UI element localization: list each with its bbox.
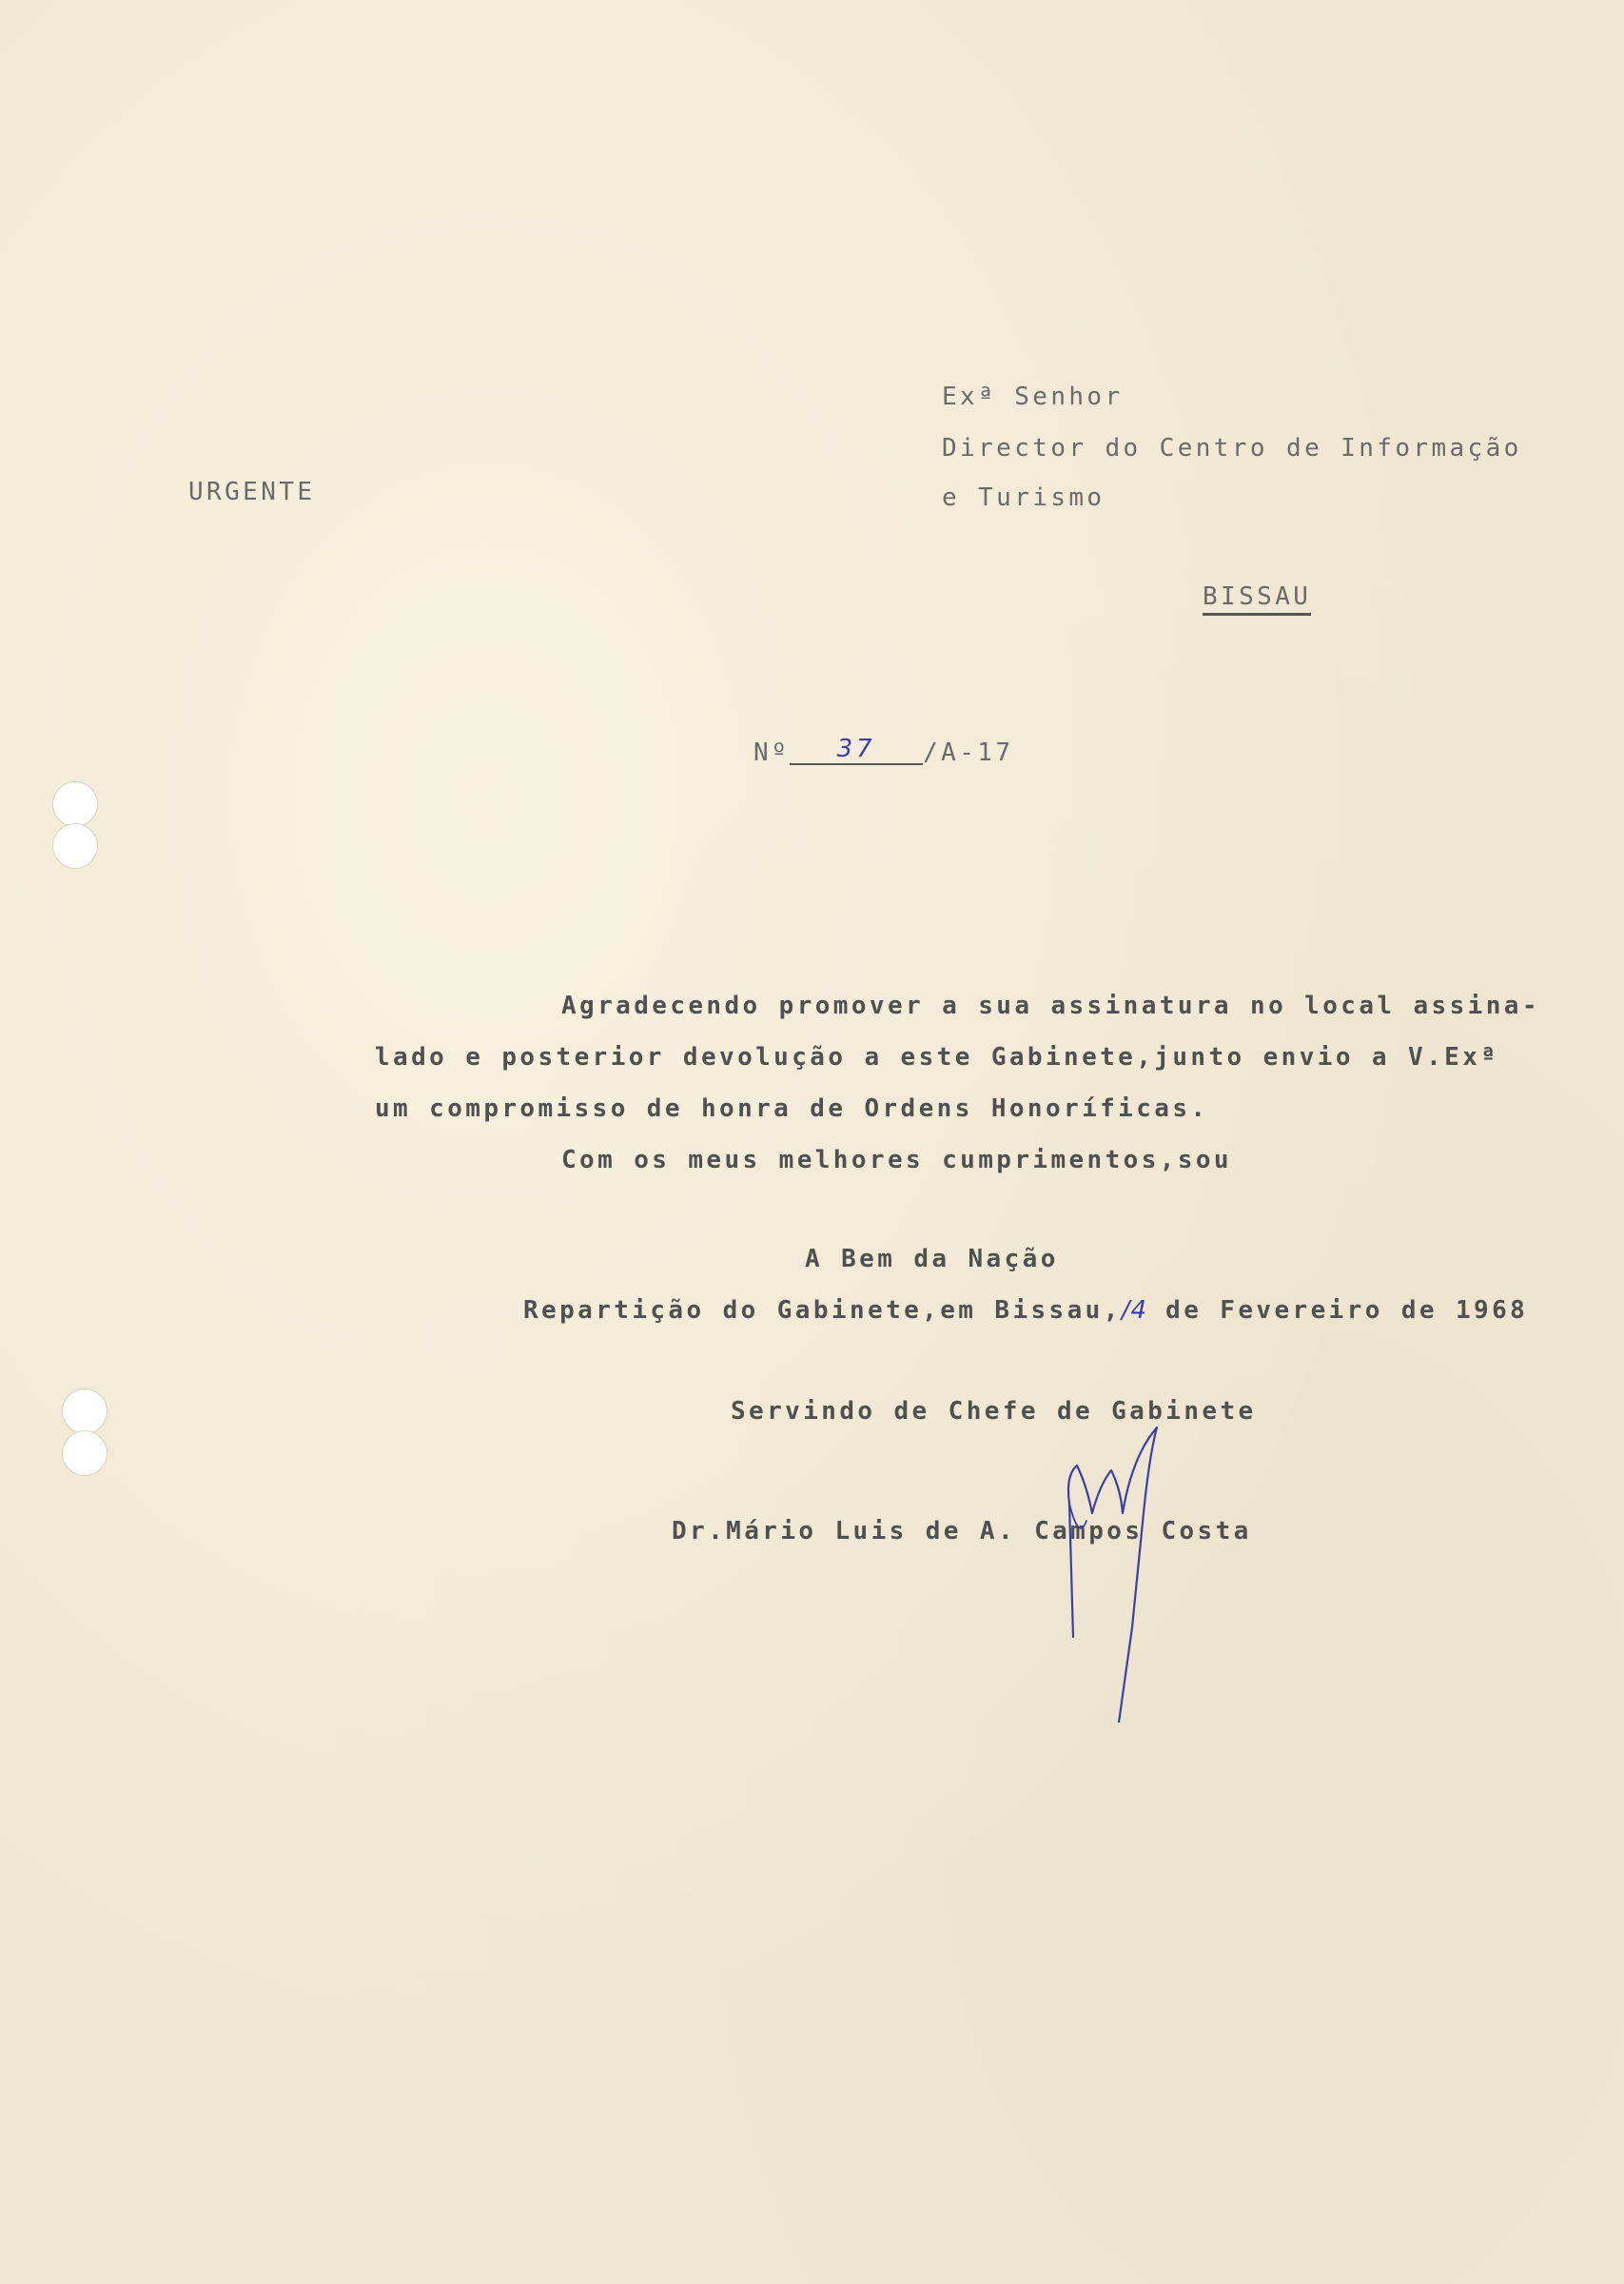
addressee-title: Director do Centro de Informação — [942, 434, 1522, 463]
urgency-label: URGENTE — [188, 478, 316, 506]
addressee-title-cont: e Turismo — [942, 483, 1105, 512]
body-line-3: um compromisso de honra de Ordens Honoríficas. — [375, 1094, 1209, 1123]
handwritten-signature — [1037, 1399, 1208, 1723]
addressee-salutation: Exª Senhor — [942, 383, 1124, 411]
punch-hole — [63, 1389, 107, 1433]
body-line-1: Agradecendo promover a sua assinatura no local assina- — [561, 992, 1540, 1020]
signatory-role: Servindo de Chefe de Gabinete — [731, 1397, 1257, 1426]
body-line-4: Com os meus melhores cumprimentos,sou — [561, 1146, 1232, 1174]
reference-number — [753, 735, 1014, 769]
handwritten-day: /4 — [1121, 1296, 1148, 1325]
punch-hole — [63, 1431, 107, 1475]
body-line-2: lado e posterior devolução a este Gabinete,junto envio a V.Exª — [375, 1043, 1499, 1072]
punch-hole — [53, 782, 97, 826]
closing-date: de Fevereiro de 1968 — [1165, 1296, 1529, 1325]
addressee-city — [1203, 582, 1311, 611]
closing-place-date — [523, 1296, 1528, 1325]
reference-handwritten-number: 37 — [790, 735, 923, 765]
closing-place: Repartição do Gabinete,em Bissau, — [523, 1296, 1122, 1325]
signatory-name: Dr.Mário Luis de A. Campos Costa — [672, 1517, 1252, 1546]
closing-motto: A Bem da Nação — [805, 1245, 1059, 1273]
reference-suffix: /A-17 — [923, 738, 1014, 767]
punch-hole — [53, 824, 97, 868]
reference-prefix: Nº — [753, 738, 791, 767]
city-underlined: BISSAU — [1203, 582, 1311, 616]
